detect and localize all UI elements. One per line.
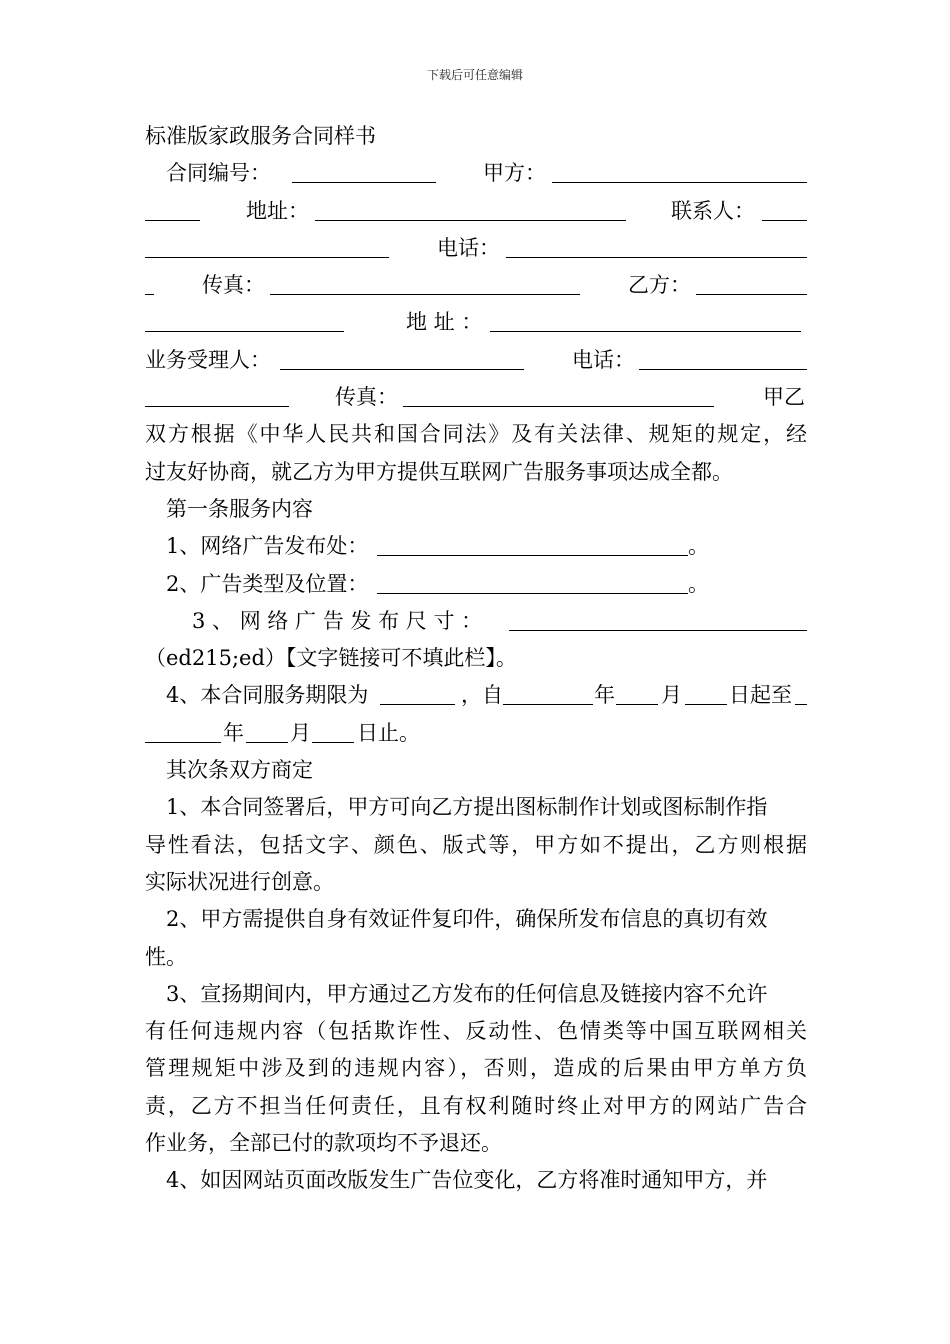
form-line-2 xyxy=(145,193,807,230)
clause-text: 有任何违规内容（包括欺诈性、反动性、色情类等中国互联网相关 xyxy=(145,1019,807,1044)
address-blank[interactable] xyxy=(315,220,626,221)
clause-text: 实际状况进行创意。 xyxy=(145,869,334,894)
clause-text: 责，乙方不担当任何责任，且有权利随时终止对甲方的网站广告合 xyxy=(145,1093,807,1118)
address-label: 地址： xyxy=(246,198,309,223)
article-1-heading-line xyxy=(145,491,807,528)
clause-text: 作业务，全部已付的款项均不予退还。 xyxy=(145,1131,502,1156)
address-b-blank[interactable] xyxy=(490,331,801,332)
phone-b-label: 电话： xyxy=(572,347,635,372)
party-b-blank-cont[interactable] xyxy=(145,331,344,332)
ad-type-blank[interactable] xyxy=(377,593,688,594)
ad-type-label: 2、广告类型及位置： xyxy=(166,571,369,596)
phone-blank[interactable] xyxy=(506,257,807,258)
fax-b-label: 传真： xyxy=(335,385,398,410)
art1-item-2 xyxy=(145,566,807,603)
phone-label: 电话： xyxy=(437,235,500,260)
party-a-blank[interactable] xyxy=(552,182,807,183)
ad-size-note: （ed215;ed）【文字链接可不填此栏】。 xyxy=(145,646,517,671)
day-end-label: 日止。 xyxy=(357,720,420,745)
form-line-4 xyxy=(145,267,807,304)
preamble-line-1 xyxy=(145,416,807,453)
service-period-blank[interactable] xyxy=(380,704,455,705)
phone-blank-cont[interactable] xyxy=(145,294,154,295)
art1-item-3-note-line xyxy=(145,640,807,677)
end-month-blank[interactable] xyxy=(246,742,288,743)
start-month-blank[interactable] xyxy=(616,704,658,705)
party-a-blank-cont[interactable] xyxy=(145,220,200,221)
form-line-3 xyxy=(145,230,807,267)
ad-location-label: 1、网络广告发布处： xyxy=(166,534,369,559)
contact-blank[interactable] xyxy=(762,220,807,221)
end-year-blank-cont[interactable] xyxy=(145,742,221,743)
art1-item-4 xyxy=(145,677,807,714)
period-mark: 。 xyxy=(688,534,709,559)
period-mark: 。 xyxy=(688,571,709,596)
phone-b-blank[interactable] xyxy=(639,369,807,370)
start-year-blank[interactable] xyxy=(503,704,593,705)
clause-text: 4、如因网站页面改版发生广告位变化，乙方将准时通知甲方，并 xyxy=(166,1168,768,1193)
article-1-heading: 第一条服务内容 xyxy=(166,496,313,521)
fax-b-blank[interactable] xyxy=(403,406,714,407)
art2-item-2-line-1 xyxy=(145,901,807,938)
form-line-5 xyxy=(145,304,807,341)
end-day-blank[interactable] xyxy=(312,742,354,743)
art2-item-2-line-2 xyxy=(145,939,807,976)
end-year-blank[interactable] xyxy=(795,704,807,705)
clause-text: 3、宣扬期间内，甲方通过乙方发布的任何信息及链接内容不允许 xyxy=(166,981,768,1006)
clause-text: 管理规矩中涉及到的违规内容），否则，造成的后果由甲方单方负 xyxy=(145,1056,807,1081)
phone-b-blank-cont[interactable] xyxy=(145,406,289,407)
clause-text: 2、甲方需提供自身有效证件复印件，确保所发布信息的真切有效 xyxy=(166,907,768,932)
article-2-heading-line xyxy=(145,752,807,789)
party-b-blank[interactable] xyxy=(696,294,807,295)
art1-item-4-cont xyxy=(145,715,807,752)
clause-text: 导性看法，包括文字、颜色、版式等，甲方如不提出，乙方则根据 xyxy=(145,832,807,857)
contact-blank-cont[interactable] xyxy=(145,257,389,258)
agent-blank[interactable] xyxy=(280,369,524,370)
art2-item-3-line-1 xyxy=(145,976,807,1013)
art2-item-3-line-5 xyxy=(145,1125,807,1162)
clause-text: 性。 xyxy=(145,944,187,969)
art2-item-1-line-1 xyxy=(145,789,807,826)
month-label: 月 xyxy=(290,720,311,745)
preamble-line-2 xyxy=(145,454,807,491)
art2-item-3-line-4 xyxy=(145,1088,807,1125)
ad-size-blank[interactable] xyxy=(509,630,807,631)
document-title: 标准版家政服务合同样书 xyxy=(145,124,376,148)
document-title-line xyxy=(145,118,807,155)
art2-item-4-line-1 xyxy=(145,1162,807,1199)
party-b-label: 乙方： xyxy=(628,273,691,298)
year-label: 年 xyxy=(594,683,615,708)
contract-no-label: 合同编号： xyxy=(166,161,271,186)
contract-no-blank[interactable] xyxy=(292,182,436,183)
ad-location-blank[interactable] xyxy=(377,555,688,556)
address-b-label: 地 址 ： xyxy=(406,310,483,335)
art2-item-3-line-2 xyxy=(145,1013,807,1050)
preamble-text: 过友好协商，就乙方为甲方提供互联网广告服务事项达成全都。 xyxy=(145,459,733,484)
form-line-1 xyxy=(145,155,807,192)
contact-label: 联系人： xyxy=(671,198,755,223)
start-day-blank[interactable] xyxy=(685,704,727,705)
art2-item-1-line-3 xyxy=(145,864,807,901)
art2-item-3-line-3 xyxy=(145,1050,807,1087)
ad-size-label: 3 、 网 络 广 告 发 布 尺 寸 ： xyxy=(192,608,483,633)
art1-item-1 xyxy=(145,528,807,565)
preamble-text: 双方根据《中华人民共和国合同法》及有关法律、规矩的规定，经 xyxy=(145,422,807,447)
party-a-label: 甲方： xyxy=(483,161,546,186)
art1-item-3 xyxy=(145,603,807,640)
service-period-label: 4、本合同服务期限为 xyxy=(166,683,369,708)
document-body xyxy=(145,118,807,1200)
agent-label: 业务受理人： xyxy=(145,347,271,372)
article-2-heading: 其次条双方商定 xyxy=(166,758,313,783)
month-label: 月 xyxy=(661,683,682,708)
day-start-label: 日起至 xyxy=(729,683,792,708)
preamble-start: 甲乙 xyxy=(763,385,805,410)
from-label: ，自 xyxy=(461,683,503,708)
form-line-6 xyxy=(145,342,807,379)
form-line-7 xyxy=(145,379,807,416)
fax-label: 传真： xyxy=(202,273,265,298)
clause-text: 1、本合同签署后，甲方可向乙方提出图标制作计划或图标制作指 xyxy=(166,795,768,820)
art2-item-1-line-2 xyxy=(145,827,807,864)
year-label: 年 xyxy=(223,720,244,745)
fax-blank[interactable] xyxy=(270,294,580,295)
page-header: 下载后可任意编辑 xyxy=(426,68,523,82)
